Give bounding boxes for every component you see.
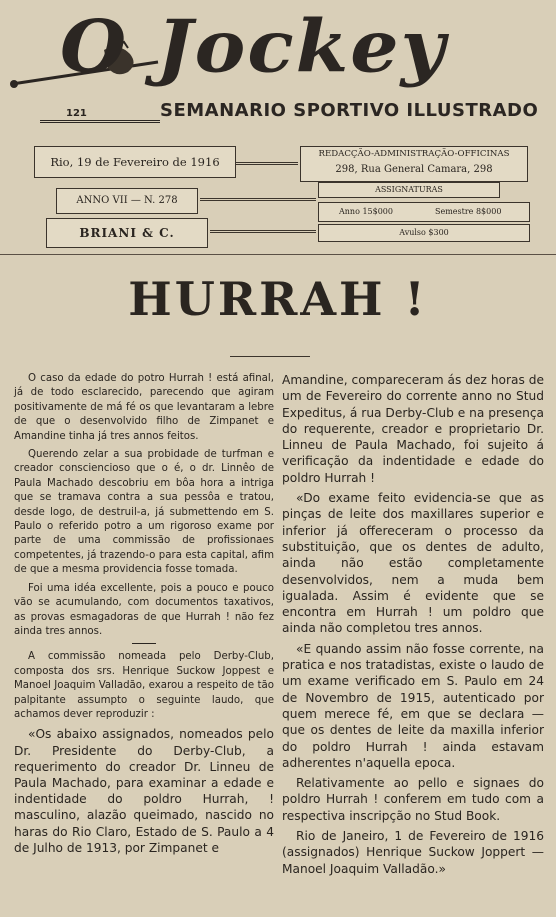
office-box (300, 146, 528, 182)
connector-rule (236, 162, 298, 165)
subscriptions-label: ASSIGNATURAS (318, 182, 500, 198)
article-paragraph: O caso da edade do potro Hurrah ! está afinal, já de todo esclarecido, parecendo que agiram positivamente de má fé os que levantaram a lebre de que o desenvolvido filho de Zimpanet e Amandine tinha já tres annos feitos. (14, 373, 274, 442)
article-paragraph: Foi uma idéa excellente, pois a pouco e pouco vão se acumulando, com documentos taxativos, as provas esmagadoras de que Hurrah ! não fez ainda tres annos. (14, 582, 274, 637)
section-rule (0, 254, 556, 255)
article-paragraph: Relativamente ao pello e signaes do poldro Hurrah ! conferem em tudo com a respectiva inscripção no Stud Book. (282, 776, 544, 823)
newspaper-title: O Jockey (60, 4, 447, 89)
office-line-2: 298, Rua General Camara, 298 (335, 164, 493, 175)
masthead (0, 0, 556, 130)
article-paragraph: A commissão nomeada pelo Derby-Club, composta dos srs. Henrique Suckow Joppest e Manoel Joaquim Valladão, exarou a respeito de tão palpitante assumpto o seguinte laudo, que achamos dever reproduzir : (14, 651, 274, 720)
article-paragraph: «E quando assim não fosse corrente, na pratica e nos tratadistas, existe o laudo de um exame verificado em S. Paulo em 24 de Novembro de 1915, autenticado por quem merece fé, em que se declara — que os dentes de leite da maxilla inferior do poldro Hurrah ! ainda estavam adherentes n'aquella epoca. (282, 641, 544, 770)
article-paragraph: Amandine, compareceram ás dez horas de um de Fevereiro do corrente anno no Stud Expeditus, á rua Derby-Club e na presença do requerente, creador e proprietario Dr. Linneu de Paula Machado, foi sujeito á verificação da indentidade e edade do poldro Hurrah ! (282, 373, 544, 485)
article-paragraph: «Os abaixo assignados, nomeados pelo Dr. Presidente do Derby-Club, a requerimento do creador Dr. Linneu de Paula Machado, para examinar a edade e indentidade do poldro Hurrah, ! masculino, alazão queimado, nascido no haras do Rio Claro, Estado de S. Paulo a 4 de Julho de 1913, por Zimpanet e (14, 727, 274, 855)
subscription-prices (318, 202, 530, 222)
issue-edition: ANNO VII — N. 278 (56, 188, 198, 214)
article-paragraph: Rio de Janeiro, 1 de Fevereiro de 1916 (assignados) Henrique Suckow Joppert — Manoel Joaquim Valladão.» (282, 829, 544, 876)
info-panel (0, 132, 556, 258)
issue-date: Rio, 19 de Fevereiro de 1916 (34, 146, 236, 178)
newspaper-subtitle: SEMANARIO SPORTIVO ILLUSTRADO (160, 100, 539, 121)
connector-rule (210, 230, 316, 233)
price-single: Avulso $300 (318, 224, 530, 242)
office-line-1: REDACÇÃO-ADMINISTRAÇÃO-OFFICINAS (318, 149, 510, 159)
article-paragraph: «Do exame feito evidencia-se que as pinças de leite dos maxillares superior e inferior já offereceram o processo da substituição, que os dentes de adulto, ainda não estão completamente desenvolvidos, nem a muda bem igualada. Assim é evidente que se encontra em Hurrah ! um poldro que ainda não completou tres annos. (282, 491, 544, 636)
article-column-left (14, 372, 274, 860)
article-paragraph: Querendo zelar a sua probidade de turfman e creador consciencioso que o é, o dr. Linnêo de Paula Machado descobriu em bôa hora a intriga que se tramava contra a sua pessôa e tratou, desde logo, de destruil-a, já submettendo em S. Paulo o referido potro a um rigoroso exame por parte de uma commissão de profissionaes competentes, já trazendo-o para esta capital, afim de que a mesma providencia fosse tomada. (14, 449, 274, 576)
price-semester: Semestre 8$000 (435, 207, 502, 216)
article-headline: HURRAH ! (128, 272, 428, 326)
publisher-name: BRIANI & C. (46, 218, 208, 248)
headline-rule (230, 356, 310, 357)
price-year: Anno 15$000 (339, 207, 393, 216)
masthead-badge: 121 (66, 108, 87, 119)
connector-rule (200, 198, 316, 201)
subtitle-rule (40, 120, 160, 123)
paragraph-divider (132, 643, 156, 644)
article-column-right (282, 372, 544, 881)
